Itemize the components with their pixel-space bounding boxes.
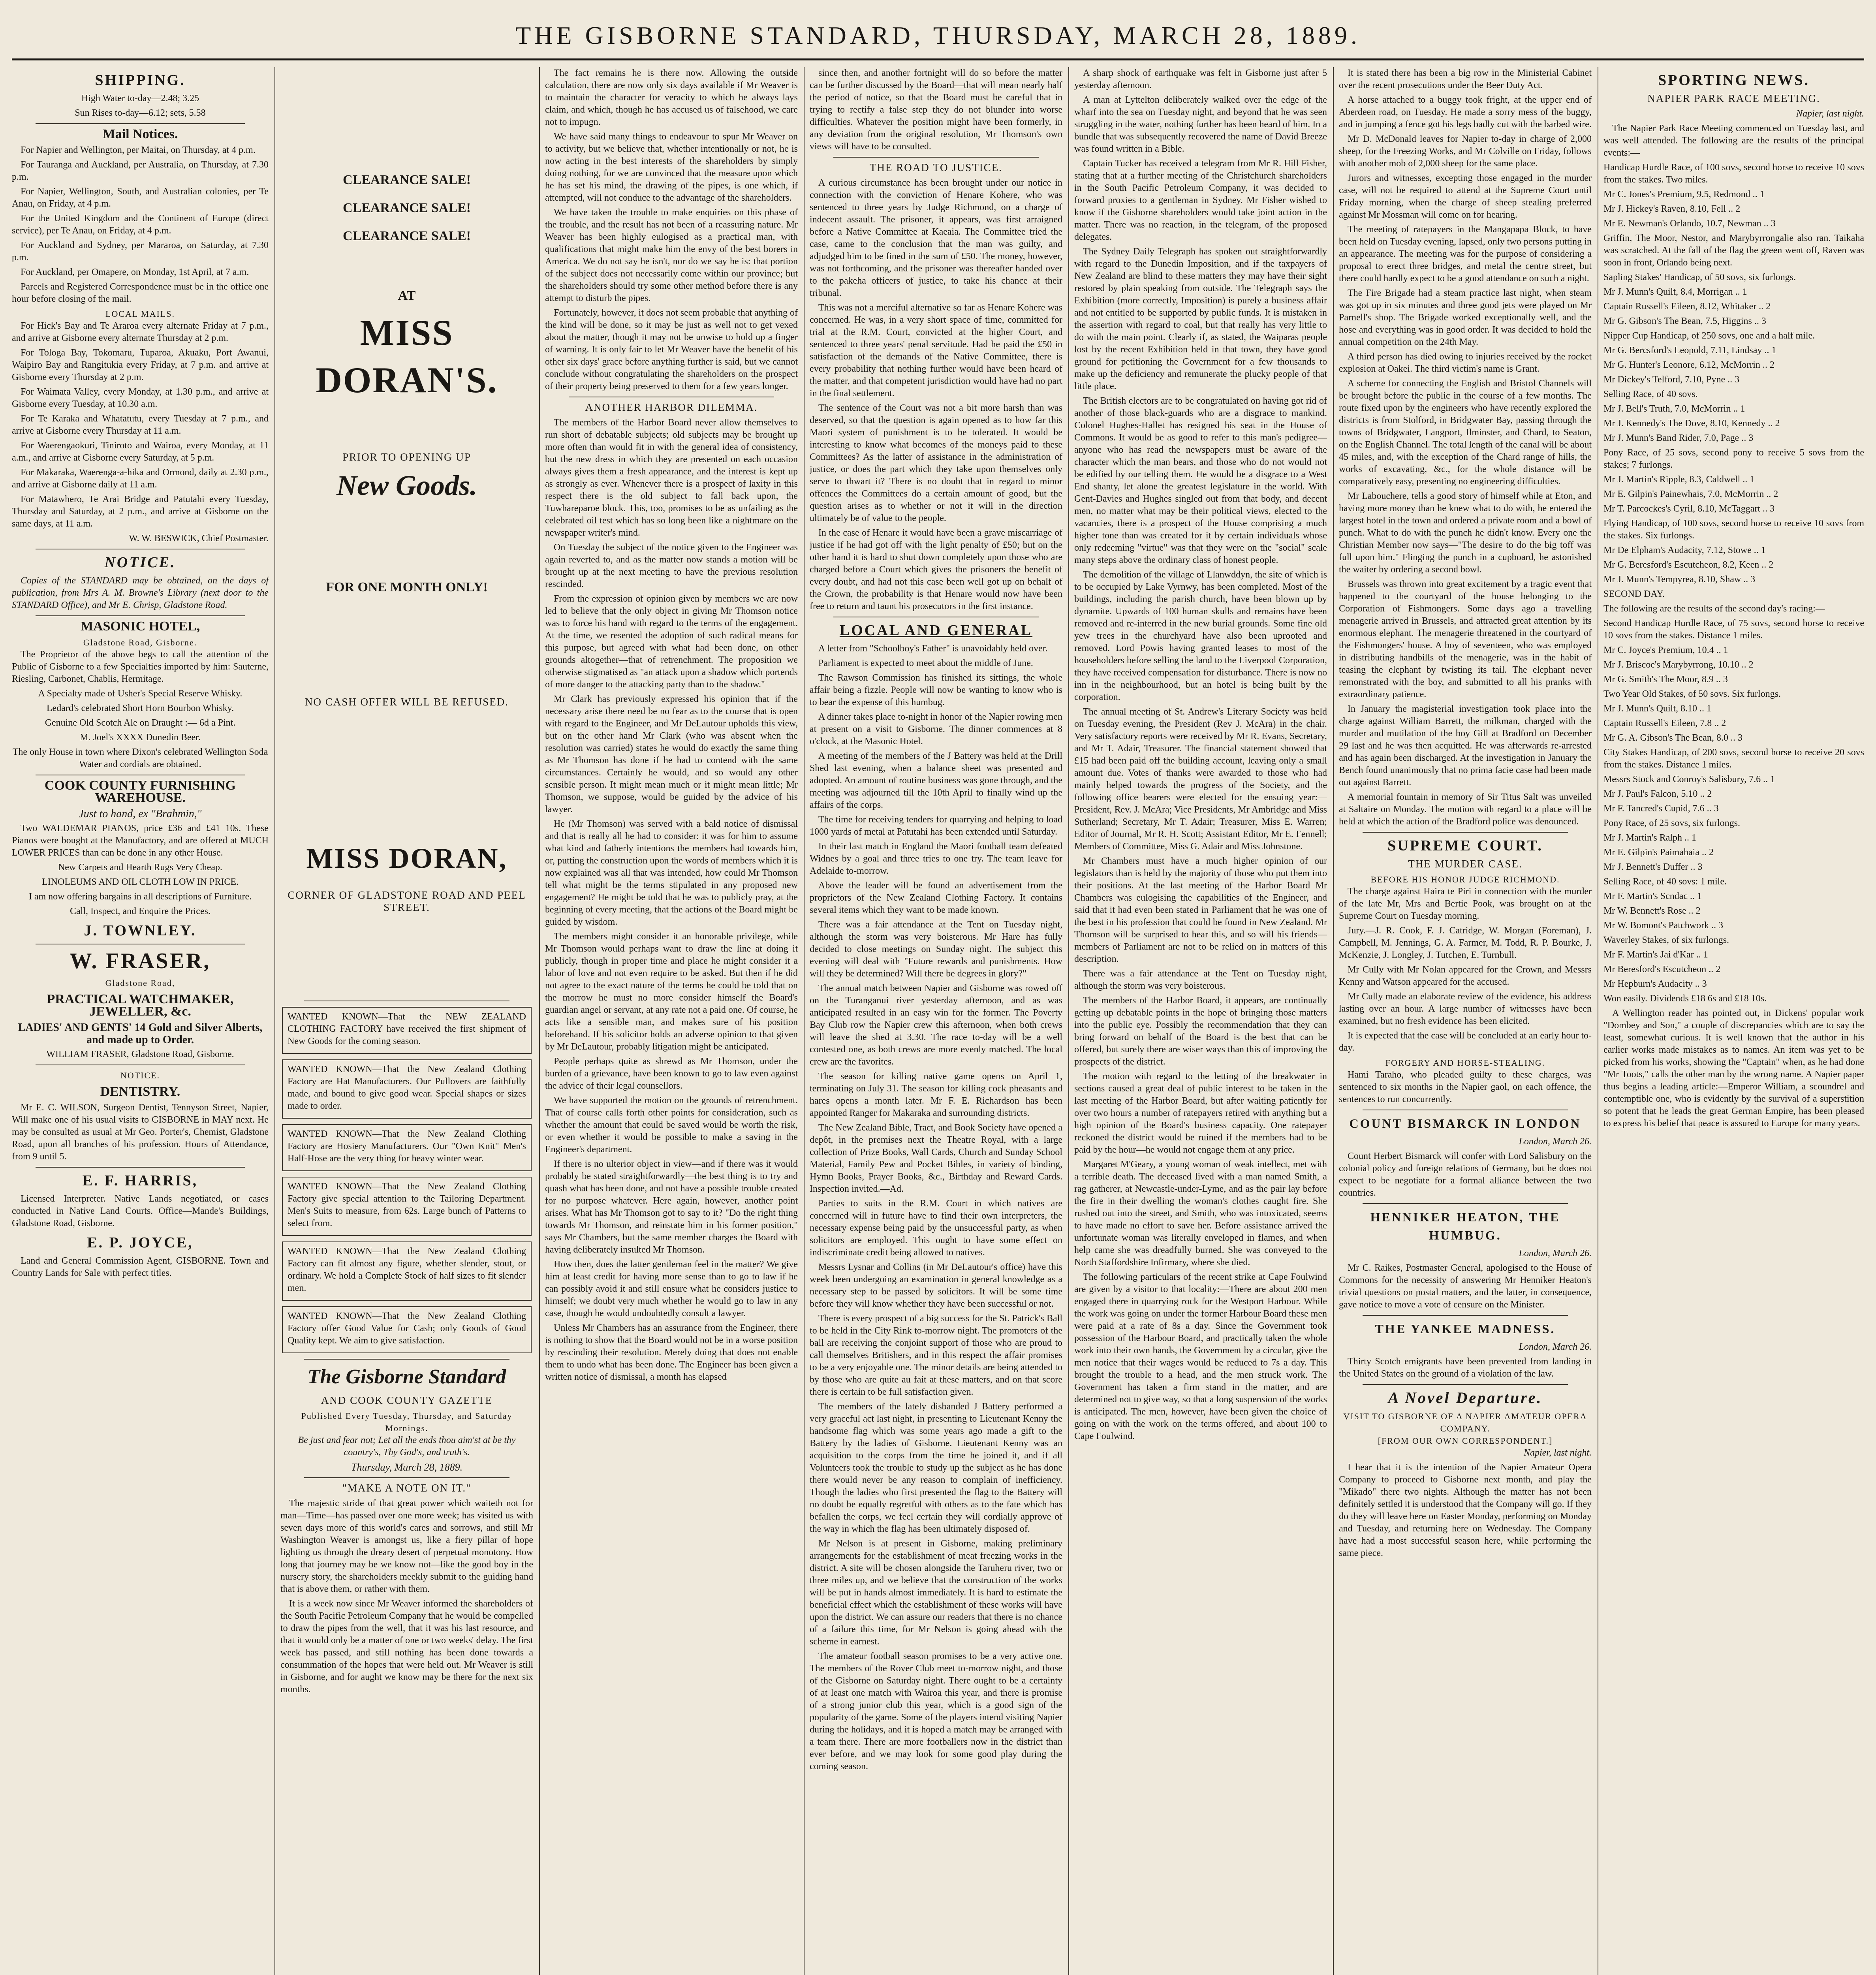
column-rule: [274, 67, 275, 1975]
harbor-heading: ANOTHER HARBOR DILEMMA.: [585, 401, 758, 413]
race-result-line: Mr J. Briscoe's Marybyrrong, 10.10 .. 2: [1603, 660, 1754, 670]
tide-line: High Water to-day—2.48; 3.25: [81, 93, 199, 103]
sun-line: Sun Rises to-day—6.12; sets, 5.58: [75, 108, 206, 118]
harbor-paragraph: since then, and another fortnight will do so before the matter can be further discussed by the Board—that will mean nearly half the period of notice, so that the Board must be careful that in trying to rectify a false step they do not blunder into worse difficulties. Whatever the position might have been formerly, in any deviation from the original resolution, Mr Thomson's own views will have to be consulted.: [810, 68, 1062, 152]
wanted-known-advert: [282, 1241, 532, 1301]
wanted-known-text: WANTED KNOWN—That the New Zealand Clothing Factory offer Good Value for Cash; only Goods of Good Quality kept. We aim to give satisfaction.: [288, 1311, 526, 1346]
judge-line: BEFORE HIS HONOR JUDGE RICHMOND.: [1370, 875, 1560, 884]
one-month-line: FOR ONE MONTH ONLY!: [326, 580, 488, 594]
local-paragraph: Mr Chambers must have a much higher opinion of our legislators than is held by the majority of those who put them into their positions. At the last meeting of the Harbor Board Mr Chambers was eulogising the capabilities of the Engineer, and said that it had even been stated in Parliament that he was one of the best in his profession that could be found in New Zealand. Mr Thomson will be surprised to hear this, and so will his friends—members of Parliament are not to be relied on in matters of this description.: [1074, 856, 1327, 964]
race-result-line: Mr J. Bell's Truth, 7.0, McMorrin .. 1: [1603, 404, 1745, 414]
mail-item: Parcels and Registered Correspondence must be in the office one hour before closing of the mail.: [12, 282, 269, 304]
local-paragraph: Messrs Lysnar and Collins (in Mr DeLautour's office) have this week been undergoing an examination in general knowledge as a necessary step to be passed by solicitors. It will be some time before they will know whether they have been successful or not.: [810, 1262, 1062, 1309]
novel-correspondent: [FROM OUR OWN CORRESPONDENT.]: [1378, 1436, 1553, 1446]
race-result-line: Mr J. Munn's Tempyrea, 8.10, Shaw .. 3: [1603, 574, 1756, 585]
race-result-line: City Stakes Handicap, of 200 sovs, second horse to receive 20 sovs from the stakes. Distance 1 miles.: [1603, 747, 1864, 770]
race-result-line: Sapling Stakes' Handicap, of 50 sovs, six furlongs.: [1603, 272, 1796, 282]
harbor-paragraph: How then, does the latter gentleman feel in the matter? We give him at least credit for having more sense than to go to law if he can possibly avoid it and still ensure what he considers justice to himself; we doubt very much whether he would go to law in any case, though he would undoubtedly consult a lawyer.: [545, 1259, 798, 1319]
dentistry-text: Mr E. C. WILSON, Surgeon Dentist, Tennyson Street, Napier, Will make one of his usual visits to GISBORNE in MAY next. He may be consulted as usual at Mr Geo. Porter's, Chemist, Gladstone Road, upon all branches of his profession. Hours of Attendance, from 9 until 5.: [12, 1102, 269, 1162]
forgery-heading: FORGERY AND HORSE-STEALING.: [1385, 1058, 1545, 1068]
local-paragraph: Captain Tucker has received a telegram from Mr R. Hill Fisher, stating that at a further meeting of the Christchurch shareholders in the South Pacific Petroleum Company, it was decided to forward proxies to a gentleman in Sydney. Mr Fisher wished to know if the Gisborne shareholders would take joint action in the matter. There was no reaction, in the telegram, of the proposed delegates.: [1074, 158, 1327, 242]
column-7: [1603, 67, 1864, 1975]
local-paragraph: The time for receiving tenders for quarrying and helping to load 1000 yards of metal at Patutahi has been extended until Saturday.: [810, 814, 1062, 837]
race-result-line: Mr C. Jones's Premium, 9.5, Redmond .. 1: [1603, 189, 1765, 199]
race-result-line: Pony Race, of 25 sovs, second pony to receive 5 sovs from the stakes; 7 furlongs.: [1603, 448, 1864, 470]
race-result-line: Mr T. Parcockes's Cyril, 8.10, McTaggart .. 3: [1603, 504, 1775, 514]
miss-doran-name: MISS DORAN,: [306, 843, 508, 874]
local-paragraph: Brussels was thrown into great excitement by a tragic event that happened to the courtyard of the house belonging to the Corporation of Fishmongers. Some days ago a travelling menagerie arrived in Brussels, and attracted great attention by its enormous elephant. The menagerie threatened in the courtyard of the Fishmongers' house. A boy of seventeen, who was employed in distributing handbills of the menagerie, was in the habit of teasing the elephant by twisting its tail. The elephant never remonstrated with the boy, and submitted to all his pranks with extraordinary patience.: [1339, 579, 1592, 700]
race-result-line: Mr J. Bennett's Duffer .. 3: [1603, 862, 1703, 872]
postmaster-sign: W. W. BESWICK, Chief Postmaster.: [129, 533, 269, 544]
at-word: AT: [398, 288, 416, 303]
wanted-known-advert: [282, 1124, 532, 1171]
justice-paragraph: In the case of Henare it would have been a grave miscarriage of justice if he had got off with the light penalty of £50; but on the other hand it is hard to shut down completely upon those who are charged before a Court which gives the prisoners the benefit of every doubt, and had not this case been well got up on behalf of the Crown, the probability is that Henare would now have been free to return and taunt his prosecutors in the first instance.: [810, 528, 1062, 611]
paper-subtitle: AND COOK COUNTY GAZETTE: [321, 1394, 493, 1406]
column-1: [12, 67, 269, 1975]
joyce-heading: E. P. JOYCE,: [87, 1234, 194, 1251]
race-result-line: Mr F. Martin's Jai d'Kar .. 1: [1603, 950, 1708, 960]
race-result-line: Mr J. Paul's Falcon, 5.10 .. 2: [1603, 789, 1712, 799]
local-paragraph: The annual meeting of St. Andrew's Literary Society was held on Tuesday evening, the President (Rev J. McAra) in the chair. Very satisfactory reports were received by Mr R. Evans, Secretary, and Mr T. Adair, Treasurer. The financial statement showed that £15 had been paid off the building account, leaving only a small amount due. Votes of thanks were awarded to those who had mainly helped towards the progress of the Society, and the following office bearers were elected for the ensuing year:—President, Rev. J. McAra; Vice Presidents, Mr Ambridge and Miss Sutherland; Secretary, Mr T. Adair; Treasurer, Miss E. Warren; Editor of Journal, Mr R. H. Scott; Assistant Editor, Mr E. Fennell; Members of Committee, Miss G. Adair and Miss Johnstone.: [1074, 707, 1327, 852]
court-paragraph: The charge against Haira te Piri in connection with the murder of the late Mr, Mrs and Bertie Pook, was brought on at the Supreme Court on Tuesday morning.: [1339, 886, 1592, 921]
race-result-line: Selling Race, of 40 sovs: 1 mile.: [1603, 877, 1727, 887]
fraser-sign: WILLIAM FRASER, Gladstone Road, Gisborne.: [46, 1049, 234, 1059]
bismarck-paragraph: Count Herbert Bismarck will confer with Lord Salisbury on the colonial policy and foreign relations of Germany, but he does not expect to be negotiate for a formal alliance between the two countries.: [1339, 1151, 1592, 1198]
race-result-line: Captain Russell's Eileen, 8.12, Whitaker .. 2: [1603, 301, 1771, 312]
mail-item: For Auckland, per Omapere, on Monday, 1st April, at 7 a.m.: [21, 267, 249, 277]
race-result-line: Pony Race, of 25 sovs, six furlongs.: [1603, 818, 1740, 828]
race-result-line: Mr J. Munn's Quilt, 8.4, Morrigan .. 1: [1603, 287, 1747, 297]
prior-line: PRIOR TO OPENING UP: [342, 451, 471, 463]
wanted-known-advert: [282, 1177, 532, 1236]
mail-item: For Napier and Wellington, per Maitai, on Thursday, at 4 p.m.: [21, 145, 256, 155]
court-paragraph: It is expected that the case will be concluded at an early hour to-day.: [1339, 1031, 1592, 1053]
shipping-heading: SHIPPING.: [95, 72, 186, 88]
race-result-line: Mr E. Newman's Orlando, 10.7, Newman .. 3: [1603, 218, 1776, 229]
local-paragraph: Mr D. McDonald leaves for Napier to-day in charge of 2,000 sheep, for the Freezing Works, and Mr Colville on Friday, follows with another mob of 2,000 sheep for the same place.: [1339, 134, 1592, 169]
race-result-line: The following are the results of the second day's racing:—: [1603, 604, 1825, 614]
hotel-line: Ledard's celebrated Short Horn Bourbon Whisky.: [46, 703, 234, 713]
wanted-known-text: WANTED KNOWN—That the New Zealand Clothing Factory give special attention to the Tailoring Department. Men's Suits to measure, from 62s. Large bunch of Patterns to select from.: [288, 1181, 526, 1228]
clearance-line: CLEARANCE SALE!: [343, 173, 471, 187]
harbor-paragraph: Unless Mr Chambers has an assurance from the Engineer, there is nothing to show that the Board would not be in a worse position by rescinding their resolution. Merely doing that does not enable them to undo what has been done. The Engineer has been given a written notice of dismissal, a month has elapsed: [545, 1323, 798, 1382]
wanted-known-text: WANTED KNOWN—That the New Zealand Clothing Factory are Hat Manufacturers. Our Pullovers are faithfully made, and bound to give good wear. Special shapes or sizes made to order.: [288, 1064, 526, 1111]
race-result-line: Mr J. Hickey's Raven, 8.10, Fell .. 2: [1603, 204, 1741, 214]
novel-heading: A Novel Departure.: [1388, 1389, 1543, 1407]
race-result-line: Mr E. Gilpin's Painewhais, 7.0, McMorrin .. 2: [1603, 489, 1778, 499]
dentistry-notice: NOTICE.: [120, 1070, 160, 1080]
harbor-paragraph: People perhaps quite as shrewd as Mr Thomson, under the burden of a grievance, have been known to go to law even against the advice of their legal counsellors.: [545, 1056, 798, 1091]
wanted-known-text: WANTED KNOWN—That the NEW ZEALAND CLOTHING FACTORY have received the first shipment of New Goods for the coming season.: [288, 1012, 526, 1046]
race-result-line: Mr J. Kennedy's The Dove, 8.10, Kennedy .. 2: [1603, 418, 1780, 429]
local-paragraph: The British electors are to be congratulated on having got rid of another of those black-guards who are a disgrace to mankind. Colonel Hughes-Hallet has resigned his seat in the House of Commons. It would be as good to refer to this man's pedigree—anyone who has read the newspapers must be aware of the character which the man bears, and those who do not would not be edified by our telling them. He would be a disgrace to a West End shanty, let alone the greatest legislature in the world. With Gent-Davies and Hughes singled out from that body, and decent men, no matter what may be their political views, elected to the vacancies, there is a prospect of the House comprising a much higher tone than was created for it by certain individuals whose only redeeming "virtue" was that they were on the "social" scale many steps above the ordinary class of honest people.: [1074, 396, 1327, 565]
novel-paragraph: I hear that it is the intention of the Napier Amateur Opera Company to proceed to Gisborne next month, and play the "Mikado" there two nights. Although the matter has not been definitely settled it is understood that the Company will go. If they do they will leave here on Easter Monday, performing on Monday and Tuesday, and returning here on Wednesday. The Company have had a most successful season here, while performing the same piece.: [1339, 1462, 1592, 1558]
race-result-line: Mr F. Tancred's Cupid, 7.6 .. 3: [1603, 803, 1719, 814]
local-paragraph: Above the leader will be found an advertisement from the proprietors of the New Zealand Clothing Factory. It contains several items which they want to be made known.: [810, 880, 1062, 915]
column-3: [545, 67, 798, 1975]
local-paragraph: The motion with regard to the letting of the breakwater in sections caused a great deal of public interest to be taken in the last meeting of the Harbor Board, but after waiting patiently for over two hours a number of ratepayers retired with anything but a high opinion of the Board's business capacity. One ratepayer reckoned the district would be ruined if the members had to be paid by the hour—he would not engage them at any price.: [1074, 1071, 1327, 1155]
local-paragraph: In January the magisterial investigation took place into the charge against William Barrett, the milkman, charged with the murder and mutilation of the boy Gill at Bradford on December 29 last and he was then acquitted. He was afterwards re-arrested and has again been discharged. At the investigation in January the Bench found unanimously that no prima facie case had been made out against Barrett.: [1339, 704, 1592, 788]
no-cash-line: NO CASH OFFER WILL BE REFUSED.: [305, 696, 509, 708]
local-paragraph: A man at Lyttelton deliberately walked over the edge of the wharf into the sea on Tuesday night, and beyond that he was seen struggling in the water, nothing further has been heard of him. In a bundle that was subsequently recovered the name of David Breeze was found written in a Bible.: [1074, 95, 1327, 154]
race-result-line: Mr Dickey's Telford, 7.10, Pyne .. 3: [1603, 374, 1740, 385]
hotel-address: Gladstone Road, Gisborne.: [83, 638, 197, 647]
race-result-line: Flying Handicap, of 100 sovs, second horse to receive 10 sovs from the stakes. Six furlongs.: [1603, 518, 1864, 541]
column-rule: [539, 67, 540, 1975]
furnishing-text: Two WALDEMAR PIANOS, price £36 and £41 10s. These Pianos were bought at the Manufactory, and are offered at MUCH LOWER PRICES than can be done in any other House.: [12, 823, 269, 858]
column-rule: [804, 67, 805, 1975]
sporting-intro: The Napier Park Race Meeting commenced on Tuesday last, and was well attended. The following are the results of the principal events:—: [1603, 123, 1864, 158]
novel-date: Napier, last night.: [1523, 1448, 1592, 1458]
joyce-text: Land and General Commission Agent, GISBORNE. Town and Country Lands for Sale with perfect titles.: [12, 1256, 269, 1278]
bismarck-date: London, March 26.: [1519, 1136, 1592, 1147]
local-mail-item: For Te Karaka and Whatatutu, every Tuesday at 7 p.m., and arrive at Gisborne every Thursday at 11 a.m.: [12, 414, 269, 436]
dentistry-heading: DENTISTRY.: [100, 1084, 180, 1099]
court-paragraph: Mr Cully made an elaborate review of the evidence, his address lasting over an hour. A large number of witnesses have been examined, but no fresh evidence has been elicited.: [1339, 991, 1592, 1026]
column-4: [810, 67, 1062, 1975]
local-paragraph: A scheme for connecting the English and Bristol Channels will be brought before the public in the course of a few months. The route fixed upon by the engineers who have recently explored the districts is from Stolford, in Bridgwater Bay, passing through the towns of Bridgwater, Langport, Ilminster, and Chard, to Seaton, on the English Channel. The total length of the canal will be about 45 miles, and, with the exception of the Chard range of hills, the works of excavating, &c., for the whole distance will be comparatively easy, presenting no engineering difficulties.: [1339, 378, 1592, 487]
corner-line: CORNER OF GLADSTONE ROAD AND PEEL STREET.: [288, 889, 526, 913]
column-rule: [1068, 67, 1069, 1975]
column-5: [1074, 67, 1327, 1975]
henniker-heading: HENNIKER HEATON, THE HUMBUG.: [1370, 1210, 1560, 1242]
townley-sign: J. TOWNLEY.: [84, 922, 197, 939]
harbor-paragraph: We have supported the motion on the grounds of retrenchment. That of course calls forth other points for consideration, such as whether the amount that could be saved would be worth the risk, or even whether it would be possible to make a saving in the Engineer's department.: [545, 1095, 798, 1155]
local-paragraph: The members of the lately disbanded J Battery performed a very graceful act last night, in presenting to Lieutenant Kenny the handsome flag which was some years ago made a gift to the Battery by the ladies of Gisborne. Lieutenant Kenny was an acquisition to the corps from the time he joined it, and if all Volunteers took the trouble to study up the subject as he has done there would never be any reason to complain of inefficiency. Though the ladies who first presented the flag to the Battery will no doubt be equally regretful with others as to the fate which has befallen the corps, we feel certain they will cordially approve of the way in which the flag has been ultimately disposed of.: [810, 1401, 1062, 1534]
masthead-rule: [12, 58, 1864, 60]
column-rule: [1333, 67, 1334, 1975]
notice-text: Copies of the STANDARD may be obtained, on the days of publication, from Mrs A. M. Browne's Library (next door to the STANDARD Office), and Mr E. Chrisp, Gladstone Road.: [12, 576, 269, 610]
mail-item: For Auckland and Sydney, per Mararoa, on Saturday, at 7.30 p.m.: [12, 240, 269, 263]
new-goods-title: New Goods.: [336, 470, 477, 501]
furnishing-line: LINOLEUMS AND OIL CLOTH LOW IN PRICE.: [42, 877, 239, 887]
hotel-text: The Proprietor of the above begs to call the attention of the Public of Gisborne to a few Specialties imported by him: Sauterne, Riesling, Carbonet, Chablis, Hermitage.: [12, 649, 269, 684]
column-2: [280, 67, 533, 1975]
race-result-line: Messrs Stock and Conroy's Salisbury, 7.6 .. 1: [1603, 774, 1775, 784]
race-result-line: Captain Russell's Eileen, 7.8 .. 2: [1603, 718, 1726, 728]
wanted-known-advert: [282, 1306, 532, 1353]
mail-item: For Tauranga and Auckland, per Australia, on Thursday, at 7.30 p.m.: [12, 160, 269, 182]
race-result-line: Mr G. Beresford's Escutcheon, 8.2, Keen .. 2: [1603, 560, 1774, 570]
race-result-line: Mr F. Martin's Scndac .. 1: [1603, 891, 1702, 901]
local-paragraph: A memorial fountain in memory of Sir Titus Salt was unveiled at Saltaire on Monday. The motion with regard to a place will be held at which the action of the Bradford police was denounced.: [1339, 792, 1592, 827]
fraser-heading: W. FRASER,: [70, 949, 211, 973]
local-paragraph: A sharp shock of earthquake was felt in Gisborne just after 5 yesterday afternoon.: [1074, 68, 1327, 90]
local-paragraph: Jurors and witnesses, excepting those engaged in the murder case, will not be required to attend at the Supreme Court until Friday morning, when the charge of sheep stealing preferred against Mr Mossman will come on for hearing.: [1339, 173, 1592, 220]
leader-paragraph: The majestic stride of that great power which waiteth not for man—Time—has passed over one more week; has visited us with seven days more of this world's cares and sorrows, and still Mr Washington Weaver is amongst us, like a fiery pillar of hope lighting us through the dreary desert of perpetual monotony. How long that journey may be we know not—like the good boy in the nursery story, the shareholders meekly submit to the guiding hand that is above them, or rather with them.: [280, 1498, 533, 1594]
race-result-line: Mr W. Bomont's Patchwork .. 3: [1603, 920, 1723, 931]
furnishing-line: Call, Inspect, and Enquire the Prices.: [70, 906, 211, 916]
harbor-paragraph: From the expression of opinion given by members we are now led to believe that the only object in giving Mr Thomson notice was to force his hand with regard to the terms of the engagement. At the time, we resented the adoption of such radical means for this purpose, but agreed with what had been done, on other grounds altogether—that of retrenchment. The proposition we otherwise stigmatised as "an attack upon a shadow which portends of more danger to the attacking party than to the shadow.": [545, 594, 798, 690]
local-paragraph: A meeting of the members of the J Battery was held at the Drill Shed last evening, when a balance sheet was presented and adopted. An amount of routine business was gone through, and the meeting was adjourned till the 10th April to finally wind up the affairs of the corps.: [810, 751, 1062, 810]
furnishing-line: I am now offering bargains in all descriptions of Furniture.: [28, 892, 252, 902]
henniker-paragraph: Mr C. Raikes, Postmaster General, apologised to the House of Commons for the necessity of answering Mr Henniker Heaton's trivial questions on postal matters, and the latter, in consequence, gave notice to move a vote of censure on the Minister.: [1339, 1263, 1592, 1310]
local-paragraph: Mr Nelson is at present in Gisborne, making preliminary arrangements for the establishment of meat freezing works in the district. A site will be chosen alongside the Taruheru river, two or three miles up, and we believe that the construction of the works will be put in hands almost immediately. It is hard to estimate the beneficial effect which the establishment of these works will have upon the district. We can assure our readers that there is no chance of a failure this time, for Mr Nelson is going ahead with the scheme in earnest.: [810, 1539, 1062, 1647]
leader-paragraph: We have said many things to endeavour to spur Mr Weaver on to activity, but we believe that, whether intentionally or not, he is now acting in the best interests of the shareholders by simply doing nothing, for we are convinced that the measure upon which he has set his mind, the drawing of the pipes, is one which, if attempted, will not conduce to the advantage of the shareholders.: [545, 132, 798, 203]
fraser-address: Gladstone Road,: [105, 978, 175, 988]
wanted-known-text: WANTED KNOWN—That the New Zealand Clothing Factory can fit almost any figure, whether slender, stout, or ordinary. We hold a Complete Stock of half sizes to fit slender men.: [288, 1246, 526, 1293]
court-paragraph: Jury.—J. R. Cook, F. J. Catridge, W. Morgan (Foreman), J. Campbell, M. Jennings, G. A. Farmer, M. Todd, R. P. Bourke, J. McKenzie, J. Longley, J. Tutchen, E. Turnbull.: [1339, 925, 1592, 960]
leader-paragraph: Fortunately, however, it does not seem probable that anything of the kind will be done, so it may be just as well not to get vexed about the matter, though it may not be unwise to hold up a finger of warning. It is only fair to let Mr Weaver have the benefit of his other six days' grace before anything further is said, but we cannot conclude without congratulating the shareholders on the prospect of their property being preserved to them for a few years longer.: [545, 308, 798, 391]
race-result-line: Mr C. Joyce's Premium, 10.4 .. 1: [1603, 645, 1728, 655]
race-result-line: Waverley Stakes, of six furlongs.: [1603, 935, 1729, 945]
race-result-line: Mr De Elpham's Audacity, 7.12, Stowe .. 1: [1603, 545, 1766, 555]
local-paragraph: The Fire Brigade had a steam practice last night, when steam was got up in six minutes and three good jets were played on Mr Parnell's shop. The Brigade worked exceptionally well, and the hose and everything was in good order. It was decided to hold the annual competition on the 24th May.: [1339, 288, 1592, 347]
leader-heading: "MAKE A NOTE ON IT.": [342, 1482, 472, 1494]
race-result-line: Mr G. Smith's The Moor, 8.9 .. 3: [1603, 674, 1728, 685]
race-result-line: Mr J. Munn's Quilt, 8.10 .. 1: [1603, 703, 1712, 714]
murder-case-heading: THE MURDER CASE.: [1408, 858, 1523, 870]
local-paragraph: Mr Labouchere, tells a good story of himself while at Eton, and having more money than he knew what to do with, he entered the largest hotel in the town and ordered a private room and a bowl of punch. What to do with the punch he didn't know. Every one the Christian Member now says—"The desire to do the big toff was full upon him." Flinging the punch in a cupboard, he astonished the waiter by ordering a second bowl.: [1339, 491, 1592, 575]
closing-paragraph: A Wellington reader has pointed out, in Dickens' popular work "Dombey and Son," a couple of discrepancies which are to say the least, somewhat curious. It is well known that the author in his earlier works made mistakes as to names. An item was yet to be picked from his works, showing the "Captain" when, as he had done "Mr Toots," calls the other man by the wrong name. A Napier paper thus begins a leading article:—Emperor William, a scoundrel and contemptible one, who is evidently by the survival of a superstition so potent that he leads the great German Empire, has been pleased to express his belief that peace is assured to Europe for many years.: [1603, 1008, 1864, 1129]
race-result-line: Handicap Hurdle Race, of 100 sovs, second horse to receive 10 sovs from the stakes. Two miles.: [1603, 162, 1864, 185]
local-paragraph: Margaret M'Geary, a young woman of weak intellect, met with a terrible death. The deceased lived with a man named Smith, a rag gatherer, at Newcastle-under-Lyme, and as the pair lay before the fire in their dwelling the woman's clothes caught fire. She rushed out into the street, and Smith, who was intoxicated, seems to have made no effort to save her. Before assistance arrived the unfortunate woman was literally enveloped in flames, and when help came she was dreadfully burned. She was conveyed to the North Staffordshire Infirmary, where she died.: [1074, 1159, 1327, 1268]
leader-paragraph: We have taken the trouble to make enquiries on this phase of the trouble, and the result has not been of a reassuring nature. Mr Weaver has been highly eulogised as a practical man, with qualifications that might make him the envy of the best borers in America. We do not say he isn't, nor do we say he is: that portion of the subject does not necessarily come within our province; but the shareholders should try some other method before there is any attempt to disturb the pipes.: [545, 207, 798, 303]
harbor-paragraph: The members of the Harbor Board never allow themselves to run short of debatable subjects; old subjects may be brought up more often than would fit in with the general idea of consistency, but the new dress in which they are presented on each occasion always gives them a fresh appearance, and the interest is kept up as strongly as ever. Whenever there is a prospect of laxity in this respect there is the old subject to fall back upon, the Tuwhareparoe block. This, too, promises to be as unfailing as the celebrated oil test which has so long been like a nightmare on the newspaper writer's mind.: [545, 418, 798, 538]
race-result-line: Mr G. Bercsford's Leopold, 7.11, Lindsay .. 1: [1603, 345, 1776, 356]
column-6: [1339, 67, 1592, 1975]
mail-list: [12, 144, 269, 305]
motto: Be just and fear not; Let all the ends thou aim'st at be thy country's, Thy God's, and truth's.: [298, 1435, 516, 1458]
hotel-heading: MASONIC HOTEL,: [80, 619, 200, 634]
local-paragraph: In their last match in England the Maori football team defeated Widnes by a goal and three tries to one try. The team leave for Adelaide to-morrow.: [810, 841, 1062, 876]
sporting-date: Napier, last night.: [1796, 109, 1864, 119]
race-results: [1603, 162, 1864, 1005]
forgery-paragraph: Hami Taraho, who pleaded guilty to these charges, was sentenced to six months in the Napier gaol, on each offence, the sentences to run concurrently.: [1339, 1070, 1592, 1104]
race-result-line: Won easily. Dividends £18 6s and £18 10s.: [1603, 993, 1767, 1004]
local-paragraph: The Rawson Commission has finished its sittings, the whole affair being a fizzle. People will now be wanting to know who is to bear the expense of this humbug.: [810, 673, 1062, 707]
local-mail-item: For Waerengaokuri, Tiniroto and Wairoa, every Monday, at 11 a.m., and arrive at Gisborne every Saturday, at 5 p.m.: [12, 440, 269, 463]
henniker-date: London, March 26.: [1519, 1248, 1592, 1258]
race-result-line: Mr G. A. Gibson's The Bean, 8.0 .. 3: [1603, 733, 1743, 743]
race-result-line: Mr J. Munn's Band Rider, 7.0, Page .. 3: [1603, 433, 1754, 443]
dateline: Thursday, March 28, 1889.: [351, 1462, 463, 1473]
local-mail-item: For Tologa Bay, Tokomaru, Tuparoa, Akuaku, Port Awanui, Waipiro Bay and Rangitukia every Friday, at 7 p.m. and arrive at Gisborne every Thursday at 2 p.m.: [12, 348, 269, 382]
local-mail-item: For Waimata Valley, every Monday, at 1.30 p.m., and arrive at Gisborne every Tuesday, at 10.30 a.m.: [12, 387, 269, 409]
publication-line: Published Every Tuesday, Thursday, and Saturday Mornings.: [301, 1411, 513, 1433]
wanted-known-text: WANTED KNOWN—That the New Zealand Clothing Factory are Hosiery Manufacturers. Our "Own Knit" Men's Half-Hose are the very thing for heavy winter wear.: [288, 1129, 526, 1164]
local-paragraph: The demolition of the village of Llanwddyn, the site of which is to be occupied by Lake Vyrnwy, has been completed. Most of the buildings, including the parish church, have been blown up by dynamite. Upwards of 100 human skulls and remains have been removed and re-interred in the new burial grounds. Some fine old yew trees in the churchyard have also been uprooted and removed. Lord Powis having granted leases to most of the householders before selling the land to the Liverpool Corporation, they have received compensation for disturbance. There is now no inn in the neighbourhood, but an hotel is being built by the corporation.: [1074, 570, 1327, 702]
leader-paragraph: It is a week now since Mr Weaver informed the shareholders of the South Pacific Petroleum Company that he would be compelled to draw the pipes from the well, that it was his last resource, and that it would only be a matter of one or two weeks' delay. The first week has passed, and still nothing has been done towards a consummation of the hopes that were held out. Mr Weaver is still in Gisborne, and for aught we know may be there for the next six months.: [280, 1599, 533, 1695]
local-paragraph: The members of the Harbor Board, it appears, are continually getting up debatable points in the hope of bringing those matters into the public eye. Possibly the recommendation that they can bring forward on behalf of the Board is the best that can be offered, but surely there are wiser ways than this of improving the prospects of the district.: [1074, 995, 1327, 1067]
hotel-line: Genuine Old Scotch Ale on Draught :— 6d a Pint.: [45, 718, 236, 728]
local-paragraph: Parliament is expected to meet about the middle of June.: [818, 658, 1033, 668]
race-result-line: Nipper Cup Handicap, of 250 sovs, one and a half mile.: [1603, 331, 1815, 341]
race-result-line: Mr E. Gilpin's Paimahaia .. 2: [1603, 847, 1714, 858]
bismarck-heading: COUNT BISMARCK IN LONDON: [1349, 1116, 1581, 1130]
furnishing-line: New Carpets and Hearth Rugs Very Cheap.: [58, 862, 223, 873]
local-paragraph: The season for killing native game opens on April 1, terminating on July 31. The season for killing cock pheasants and hares opens a month later. Mr F. E. Richardson has been appointed Ranger for Makaraka and surrounding districts.: [810, 1071, 1062, 1118]
hotel-line: M. Joel's XXXX Dunedin Beer.: [80, 732, 201, 743]
hotel-line: A Specialty made of Usher's Special Reserve Whisky.: [38, 688, 242, 699]
harbor-paragraph: If there is no ulterior object in view—and if there was it would probably be stated straightforwardly—the best thing is to try and quash what has been done, and not have a possible trouble created for no purpose whatever. Here again, however, another point arises. What has Mr Thomson got to say to it? "Do the right thing towards Mr Thomson, and reinstate him in his former position," says Mr Chambers, but the same member charges the Board with having deliberately insulted Mr Thomson.: [545, 1159, 798, 1255]
local-paragraph: The amateur football season promises to be a very active one. The members of the Rover Club meet to-morrow night, and those of the Gisborne on Saturday night. There ought to be a certainty of at least one match with Wairoa this year, and there is promise of a strong junior club this year, which is a good sign of the popularity of the game. Some of the players intend visiting Napier during the holidays, and it is hoped a match may be arranged with a team there. There are more footballers now in the district than ever before, and we may look for some good play during the coming season.: [810, 1651, 1062, 1772]
local-paragraph: A letter from "Schoolboy's Father" is unavoidably held over.: [818, 643, 1048, 654]
masthead: THE GISBORNE STANDARD, THURSDAY, MARCH 28, 1889.: [515, 21, 1361, 49]
justice-heading: THE ROAD TO JUSTICE.: [869, 162, 1002, 173]
race-result-line: Mr G. Gibson's The Bean, 7.5, Higgins .. 3: [1603, 316, 1766, 326]
wanted-known-advert: [282, 1007, 532, 1054]
justice-paragraph: This was not a merciful alternative so far as Henare Kohere was concerned. He was, in a very short space of time, committed for trial at the R.M. Court, convicted at the higher Court, and sentenced to three years' penal servitude. Had he paid the £50 in satisfaction of the demands of the Native Committee, there is every probability that nothing further would have been heard of the matter, and that competent jurisdiction would have had no part in the final settlement.: [810, 303, 1062, 399]
justice-paragraph: The sentence of the Court was not a bit more harsh than was deserved, so that the question is again opened as to how far this Maori system of punishment is to be tolerated. It would be interesting to know what becomes of the moneys paid to these Committees? As the latter of assistance in the administration of justice, or does the part which they take upon themselves only serve to thwart it? There is no doubt that in regard to minor offences the Committees do a certain amount of good, but the question arises as to whether or not it will in the direction ultimately be of value to the people.: [810, 403, 1062, 523]
local-mail-item: For Matawhero, Te Arai Bridge and Patutahi every Tuesday, Thursday and Saturday, at 2 p.m., and arrive at Gisborne on the same days, at 11 a.m.: [12, 494, 269, 529]
local-general-heading: LOCAL AND GENERAL: [839, 622, 1033, 639]
clearance-advert: [280, 67, 533, 914]
court-paragraph: Mr Cully with Mr Nolan appeared for the Crown, and Messrs Kenny and Watson appeared for the accused.: [1339, 965, 1592, 987]
clearance-line: CLEARANCE SALE!: [343, 229, 471, 243]
hotel-line: The only House in town where Dixon's celebrated Wellington Soda Water and cordials are obtained.: [12, 747, 268, 769]
race-meeting-heading: NAPIER PARK RACE MEETING.: [1647, 92, 1820, 104]
local-paragraph: The meeting of ratepayers in the Mangapapa Block, to have been held on Tuesday evening, lapsed, only two persons putting in an appearance. The meeting was for the purpose of considering a proposal to erect three bridges, and metal the centre street, but there could hardly expect to be a good attendance on such a night.: [1339, 224, 1592, 284]
race-result-line: Mr G. Hunter's Leonore, 6.12, McMorrin .. 2: [1603, 360, 1774, 370]
local-paragraph: A dinner takes place to-night in honor of the Napier rowing men at present on a visit to Gisborne. The dinner commences at 8 o'clock, at the Masonic Hotel.: [810, 712, 1062, 747]
local-mails-heading: LOCAL MAILS.: [105, 309, 175, 319]
race-result-line: Selling Race, of 40 sovs.: [1603, 389, 1698, 399]
local-paragraph: It is stated there has been a big row in the Ministerial Cabinet over the recent prosecutions under the Beer Duty Act.: [1339, 68, 1592, 90]
yankee-paragraph: Thirty Scotch emigrants have been prevented from landing in the United States on the ground of a violation of the law.: [1339, 1356, 1592, 1379]
harris-heading: E. F. HARRIS,: [82, 1172, 198, 1189]
harbor-paragraph: He (Mr Thomson) was served with a bald notice of dismissal and that is really all he had to consider: it was for him to assume what kind and fatherly intentions the members had towards him, or, putting the construction upon the words of members which it is now explained was all that was intended, how could Mr Thomson tell what might be the terms stipulated in any proposed new engagement? He might be told that he was to publicly pray, at the beginning of every meeting, that the actions of the Board might be guided by wisdom.: [545, 819, 798, 927]
harris-text: Licensed Interpreter. Native Lands negotiated, or cases conducted in Native Land Courts. Office—Mande's Buildings, Gladstone Road, Gisborne.: [12, 1194, 269, 1228]
furnishing-sub: Just to hand, ex "Brahmin,": [79, 808, 202, 820]
yankee-date: London, March 26.: [1519, 1342, 1592, 1352]
race-result-line: Mr J. Martin's Ripple, 8.3, Caldwell .. 1: [1603, 474, 1755, 485]
clearance-line: CLEARANCE SALE!: [343, 201, 471, 215]
fraser-trade: PRACTICAL WATCHMAKER, JEWELLER, &c.: [47, 992, 234, 1019]
local-paragraph: A horse attached to a buggy took fright, at the upper end of Aberdeen road, on Tuesday. He made a sorry mess of the buggy, and in jumping a fence got his legs badly cut with the barbed wire.: [1339, 95, 1592, 130]
local-paragraph: A third person has died owing to injuries received by the rocket explosion at Oakei. The third victim's name is Grant.: [1339, 352, 1592, 374]
mail-item: For Napier, Wellington, South, and Australian colonies, per Te Anau, on Friday, at 4 p.m.: [12, 186, 269, 209]
justice-paragraph: A curious circumstance has been brought under our notice in connection with the conviction of Henare Kohere, who was sentenced to three years by Judge Richmond, on a charge of indecent assault. The prisoner, it appears, was first arraigned before a Native Committee at Kaeaia. The Committee tried the case, came to the conclusion that the man was guilty, and adjudged him to be fined in the sum of £50. The money, however, was not forthcoming, and the prisoner was thereafter handed over to the pakeha officers of justice, to take his chance at their tribunal.: [810, 178, 1062, 298]
local-paragraph: Parties to suits in the R.M. Court in which natives are concerned will in future have to find their own interpreters, the necessary expense being paid by the unsuccessful party, as when solicitors are employed. This ought to have some effect on indiscriminate credit being allowed to natives.: [810, 1198, 1062, 1258]
local-paragraph: The New Zealand Bible, Tract, and Book Society have opened a depôt, in the premises next the Theatre Royal, with a large collection of Prize Books, Wall Cards, Church and Sunday School Material, Family Pew and Pocket Bibles, in variety of binding, Hymn Books, Prayer Books, &c., Birthday and Reward Cards. Inspection invited.—Ad.: [810, 1123, 1062, 1194]
wanted-known-advert: [282, 1059, 532, 1119]
race-result-line: Mr Beresford's Escutcheon .. 2: [1603, 964, 1721, 974]
furnishing-heading: COOK COUNTY FURNISHING WAREHOUSE.: [44, 778, 236, 805]
harbor-paragraph: On Tuesday the subject of the notice given to the Engineer was again reverted to, and as the matter now stands a motion will be brought up at the next meeting to have the previous resolution rescinded.: [545, 542, 798, 589]
leader-paragraph: The fact remains he is there now. Allowing the outside calculation, there are now only six days available if Mr Weaver is to maintain the character for veracity to which he always lays claim, and which, though he has accused us of falsehood, we care not to impugn.: [545, 68, 798, 127]
race-result-line: Mr Hepburn's Audacity .. 3: [1603, 979, 1707, 989]
race-result-line: Mr J. Martin's Ralph .. 1: [1603, 833, 1696, 843]
local-paragraph: There was a fair attendance at the Tent on Tuesday night, although the storm was very boisterous. Mr Hare has fully decided to close meetings on Sunday night. The subject this evening will deal with "Future rewards and punishments. How will they be determined? Will there be degrees in glory?": [810, 920, 1062, 979]
yankee-heading: THE YANKEE MADNESS.: [1375, 1322, 1556, 1336]
miss-dorans-title: MISS DORAN'S.: [316, 312, 498, 400]
paper-title: The Gisborne Standard: [307, 1366, 506, 1388]
harbor-paragraph: Mr Clark has previously expressed his opinion that if the necessary arise there need be no fear as to the course that is open with regard to the Engineer, and Mr DeLautour upholds this view, but on the other hand Mr Clark (who was absent when the resolution was carried) states he would do exactly the same thing as Mr Thomson has done if he had to contend with the same circumstances. Certainly he would, and so would any other sensible person. It might mean much or it might mean little; Mr Thomson, we suppose, would be guided by the advice of his lawyer.: [545, 694, 798, 814]
novel-subheading: VISIT TO GISBORNE OF A NAPIER AMATEUR OPERA COMPANY.: [1343, 1411, 1587, 1433]
local-mail-item: For Hick's Bay and Te Araroa every alternate Friday at 7 p.m., and arrive at Gisborne every alternate Thursday at 2 p.m.: [12, 321, 269, 343]
sporting-heading: SPORTING NEWS.: [1658, 72, 1810, 88]
race-result-line: SECOND DAY.: [1603, 589, 1665, 599]
local-paragraph: The Sydney Daily Telegraph has spoken out straightforwardly with regard to the Dunedin Imposition, and if the taxpayers of New Zealand are blind to these matters they may have their sight restored by plain speaking from outside. The Telegraph says the Exhibition (more correctly, Imposition) is purely a business affair and not entitled to be supported by public funds. It is mistaken in the assertion with regard to coal, but that really has very little to do with the main point. Clearly if, as stated, the Waiparas people lost by the recent Exhibition held in that town, they have good ground for petitioning the Government for a few thousands to make up the deficiency and remunerate the plucky people of that little place.: [1074, 246, 1327, 391]
local-paragraph: The following particulars of the recent strike at Cape Foulwind are given by a visitor to that locality:—There are about 200 men engaged there in quarrying rock for the Westport Harbour. While the work was going on under the former Harbour Board these men were paid at a rate of 8s a day. Since the Government took possession of the Harbour Board, and practically taken the whole work into their own hands, the Government by a circular, give the men notice that their wages would be reduced to 7s a day. This brought the trouble to a head, and the men struck work. The Government has taken a firm stand in the matter, and are determined not to give way, so that a long suspension of the works is anticipated. The men, however, have been given the choice of going on with the work on the terms offered, and about 100 to Cape Foulwind.: [1074, 1272, 1327, 1441]
mail-item: For the United Kingdom and the Continent of Europe (direct service), per Te Anau, on Friday, at 4 p.m.: [12, 213, 269, 236]
race-result-line: Griffin, The Moor, Nestor, and Marybyrrongalie also ran. Taikaha was scratched. At the fall of the flag the green went off, Raven was soon in front, Orlando being next.: [1603, 233, 1864, 268]
local-paragraph: There was a fair attendance at the Tent on Tuesday night, although the storm was very boisterous.: [1074, 969, 1327, 991]
local-paragraph: The annual match between Napier and Gisborne was rowed off on the Turanganui river yesterday afternoon, and as was anticipated resulted in an easy win for the former. The Poverty Bay Club row the Napier crew this afternoon, when both crews will leave the shed at 3.30. The race to-day will be a well contested one, as both crews are more evenly matched. The local crew are the favorites.: [810, 983, 1062, 1067]
local-mail-item: For Makaraka, Waerenga-a-hika and Ormond, daily at 2.30 p.m., and arrive at Gisborne daily at 11 a.m.: [12, 467, 269, 490]
mail-heading: Mail Notices.: [102, 127, 178, 141]
local-paragraph: There is every prospect of a big success for the St. Patrick's Ball to be held in the City Rink to-morrow night. The promoters of the ball are receiving the conjoint support of those who are proud to call themselves Britishers, and in this respect the affair promises to be a very enjoyable one. The minor details are being attended to by those who are quite au fait at these matters, and on that score there is certain to be full satisfaction given.: [810, 1313, 1062, 1397]
race-result-line: Mr W. Bennett's Rose .. 2: [1603, 906, 1701, 916]
race-result-line: Second Handicap Hurdle Race, of 75 sovs, second horse to receive 10 sovs from the stakes. Distance 1 miles.: [1603, 618, 1864, 641]
harbor-paragraph: The members might consider it an honorable privilege, while Mr Thomson would perhaps want to draw the line at doing it publicly, though in proper time and place he might consider it a labor of love and not even require to be asked. But then if he did not agree to the exact nature of the terms he could be told that on the morrow he must no more consider himself the Board's guardian angel or servant, at any rate not a paid one. Of course, he acts like a sensible man, and makes sure of his position beforehand. If his solicitor holds an adverse opinion to that given by Mr DeLautour, probably litigation might be anticipated.: [545, 931, 798, 1052]
race-result-line: Two Year Old Stakes, of 50 sovs. Six furlongs.: [1603, 689, 1781, 699]
supreme-court-heading: SUPREME COURT.: [1387, 837, 1543, 854]
notice-heading: NOTICE.: [104, 554, 176, 571]
fraser-text: LADIES' AND GENTS' 14 Gold and Silver Alberts, and made up to Order.: [18, 1021, 263, 1046]
